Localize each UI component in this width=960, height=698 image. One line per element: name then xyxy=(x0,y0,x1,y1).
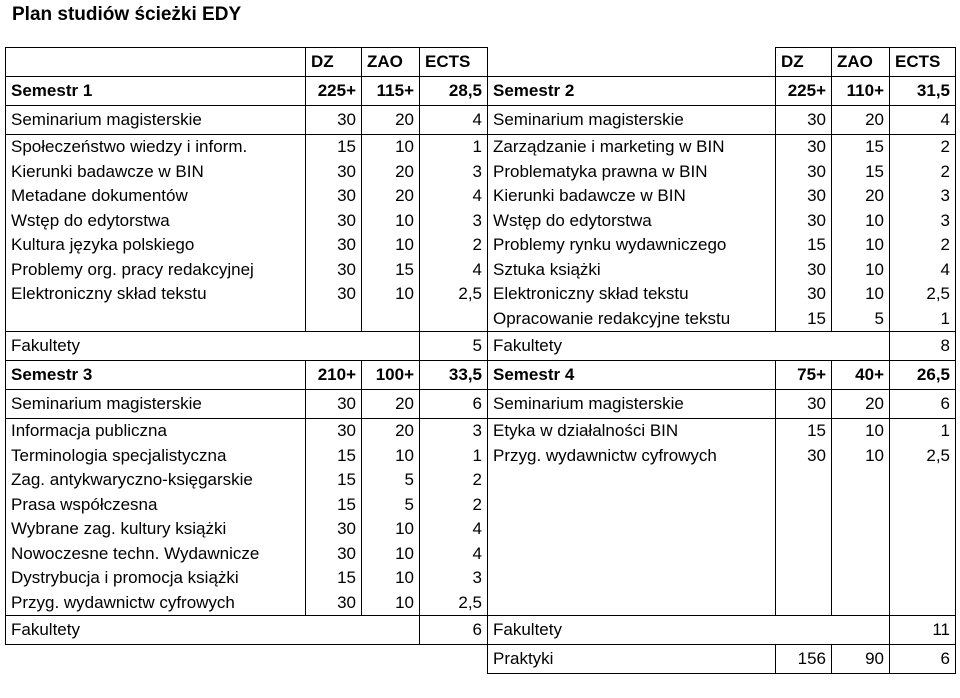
list-item: 4 xyxy=(472,519,482,538)
list-item: Kultura języka polskiego xyxy=(11,235,195,254)
list-item: Problemy rynku wydawniczego xyxy=(493,235,727,254)
list-item: 10 xyxy=(395,235,414,254)
list-item: Przyg. wydawnictw cyfrowych xyxy=(11,592,235,612)
semester-zao: 40+ xyxy=(832,361,890,390)
list-item: Wybrane zag. kultury książki xyxy=(11,519,227,538)
list-item: 2 xyxy=(940,235,950,254)
semester-zao: 100+ xyxy=(362,361,420,390)
list-item: Społeczeństwo wiedzy i inform. xyxy=(11,137,248,156)
list-item: 2 xyxy=(940,137,950,156)
course-names xyxy=(488,419,776,616)
semester-ects: 28,5 xyxy=(420,77,488,106)
list-item: Problematyka prawna w BIN xyxy=(493,161,708,181)
fakultety-row-1-2 xyxy=(6,332,956,361)
praktyki-row xyxy=(6,645,956,674)
list-item: 30 xyxy=(337,519,356,538)
seminar-ects: 6 xyxy=(890,390,956,419)
list-item: 3 xyxy=(940,210,950,230)
course-zao-list xyxy=(832,135,890,332)
list-item: 10 xyxy=(865,210,884,230)
list-item: 30 xyxy=(807,161,826,181)
seminar-zao: 20 xyxy=(832,106,890,135)
seminar-name: Seminarium magisterskie xyxy=(6,106,306,135)
semester-label: Semestr 1 xyxy=(6,77,306,106)
list-item: 15 xyxy=(395,259,414,279)
semester-dz: 75+ xyxy=(776,361,832,390)
list-item: 30 xyxy=(337,235,356,254)
column-header-row xyxy=(6,48,956,77)
seminar-row-3-4 xyxy=(6,390,956,419)
list-item: 15 xyxy=(865,137,884,156)
seminar-name: Seminarium magisterskie xyxy=(488,106,776,135)
seminar-name: Seminarium magisterskie xyxy=(488,390,776,419)
list-item: Nowoczesne techn. Wydawnicze xyxy=(11,543,260,563)
list-item: 10 xyxy=(395,519,414,538)
list-item: 1 xyxy=(472,137,482,156)
list-item: 1 xyxy=(940,421,950,440)
list-item: Opracowanie redakcyjne tekstu xyxy=(493,308,731,328)
list-item: 15 xyxy=(865,161,884,181)
list-item: Zag. antykwaryczno-księgarskie xyxy=(11,470,253,489)
list-item: 30 xyxy=(337,186,356,205)
list-item: Etyka w działalności BIN xyxy=(493,421,679,440)
semester-row-3-4 xyxy=(6,361,956,390)
list-item: 30 xyxy=(337,210,356,230)
list-item: 15 xyxy=(807,235,826,254)
fakultety-ects: 11 xyxy=(890,616,956,645)
list-item: 30 xyxy=(807,259,826,279)
list-item: 1 xyxy=(472,445,482,465)
list-item: 30 xyxy=(337,161,356,181)
course-zao-list xyxy=(832,419,890,616)
seminar-dz: 30 xyxy=(306,390,362,419)
list-item: Informacja publiczna xyxy=(11,421,167,440)
course-ects-list xyxy=(420,419,488,616)
page-title: Plan studiów ścieżki EDY xyxy=(12,4,242,25)
list-item: 1 xyxy=(940,308,950,328)
list-item: 20 xyxy=(865,186,884,205)
list-item: 15 xyxy=(337,445,356,465)
semester-ects: 31,5 xyxy=(890,77,956,106)
list-item: Zarządzanie i marketing w BIN xyxy=(493,137,725,156)
col-zao-1: ZAO xyxy=(362,48,420,77)
list-item: 2,5 xyxy=(458,284,482,303)
course-names xyxy=(6,419,306,616)
list-item: 10 xyxy=(395,284,414,303)
list-item: Wstęp do edytorstwa xyxy=(11,210,170,230)
seminar-zao: 20 xyxy=(362,106,420,135)
list-item: Prasa współczesna xyxy=(11,494,158,514)
list-item: 4 xyxy=(472,259,482,279)
list-item: Dystrybucja i promocja książki xyxy=(11,568,239,587)
list-item: 2 xyxy=(472,470,482,489)
course-dz-list xyxy=(776,419,832,616)
course-list-row-1-2 xyxy=(6,135,956,332)
list-item: 15 xyxy=(807,308,826,328)
list-item: 2,5 xyxy=(458,592,482,612)
list-item: 30 xyxy=(807,137,826,156)
praktyki-ects: 6 xyxy=(890,645,956,674)
list-item: 10 xyxy=(395,592,414,612)
col-ects-1: ECTS xyxy=(420,48,488,77)
semester-zao: 110+ xyxy=(832,77,890,106)
semester-label: Semestr 3 xyxy=(6,361,306,390)
list-item: 15 xyxy=(337,568,356,587)
list-item: 5 xyxy=(404,470,414,489)
semester-dz: 225+ xyxy=(776,77,832,106)
list-item: 2 xyxy=(472,494,482,514)
fakultety-ects: 6 xyxy=(420,616,488,645)
list-item: 30 xyxy=(807,210,826,230)
seminar-ects: 6 xyxy=(420,390,488,419)
seminar-dz: 30 xyxy=(776,390,832,419)
fakultety-row-3-4 xyxy=(6,616,956,645)
list-item: 2,5 xyxy=(926,445,950,465)
course-names xyxy=(6,135,306,332)
semester-zao: 115+ xyxy=(362,77,420,106)
list-item: 30 xyxy=(337,543,356,563)
course-zao-list xyxy=(362,135,420,332)
fakultety-label: Fakultety xyxy=(488,332,890,361)
list-item: 30 xyxy=(807,284,826,303)
list-item: 30 xyxy=(807,186,826,205)
course-ects-list xyxy=(890,419,956,616)
list-item: 20 xyxy=(395,421,414,440)
list-item: 4 xyxy=(940,259,950,279)
list-item: 20 xyxy=(395,161,414,181)
list-item: 5 xyxy=(874,308,884,328)
col-dz-2: DZ xyxy=(776,48,832,77)
list-item: Metadane dokumentów xyxy=(11,186,188,205)
list-item: 5 xyxy=(404,494,414,514)
seminar-zao: 20 xyxy=(362,390,420,419)
course-ects-list xyxy=(890,135,956,332)
col-ects-2: ECTS xyxy=(890,48,956,77)
list-item: Kierunki badawcze w BIN xyxy=(11,161,204,181)
col-zao-2: ZAO xyxy=(832,48,890,77)
fakultety-ects: 8 xyxy=(890,332,956,361)
course-dz-list xyxy=(306,419,362,616)
list-item: 2,5 xyxy=(926,284,950,303)
fakultety-label: Fakultety xyxy=(6,332,420,361)
list-item: Terminologia specjalistyczna xyxy=(11,445,227,465)
list-item: 30 xyxy=(337,259,356,279)
list-item: 10 xyxy=(865,235,884,254)
list-item: 20 xyxy=(395,186,414,205)
list-item: 15 xyxy=(337,494,356,514)
study-plan-table xyxy=(5,47,956,674)
list-item: 2 xyxy=(940,161,950,181)
list-item: 10 xyxy=(395,210,414,230)
list-item: Kierunki badawcze w BIN xyxy=(493,186,686,205)
semester-label: Semestr 2 xyxy=(488,77,776,106)
list-item: 15 xyxy=(807,421,826,440)
list-item: 30 xyxy=(337,592,356,612)
semester-row-1-2 xyxy=(6,77,956,106)
course-dz-list xyxy=(306,135,362,332)
list-item: 10 xyxy=(395,137,414,156)
list-item: 15 xyxy=(337,470,356,489)
fakultety-label: Fakultety xyxy=(6,616,420,645)
list-item: Sztuka książki xyxy=(493,259,601,279)
list-item: 2 xyxy=(472,235,482,254)
seminar-zao: 20 xyxy=(832,390,890,419)
list-item: 10 xyxy=(865,284,884,303)
fakultety-ects: 5 xyxy=(420,332,488,361)
seminar-ects: 4 xyxy=(890,106,956,135)
list-item: Przyg. wydawnictw cyfrowych xyxy=(493,445,717,465)
praktyki-label: Praktyki xyxy=(488,645,776,674)
list-item: Elektroniczny skład tekstu xyxy=(493,284,689,303)
col-dz-1: DZ xyxy=(306,48,362,77)
list-item: 10 xyxy=(865,421,884,440)
list-item: 10 xyxy=(395,543,414,563)
praktyki-dz: 156 xyxy=(776,645,832,674)
course-names xyxy=(488,135,776,332)
list-item: 30 xyxy=(337,284,356,303)
list-item: 10 xyxy=(395,568,414,587)
list-item: Elektroniczny skład tekstu xyxy=(11,284,207,303)
seminar-name: Seminarium magisterskie xyxy=(6,390,306,419)
list-item: Wstęp do edytorstwa xyxy=(493,210,652,230)
semester-label: Semestr 4 xyxy=(488,361,776,390)
seminar-dz: 30 xyxy=(776,106,832,135)
list-item: 10 xyxy=(865,259,884,279)
course-zao-list xyxy=(362,419,420,616)
list-item: 10 xyxy=(865,445,884,465)
list-item: 3 xyxy=(472,568,482,587)
list-item: 4 xyxy=(472,186,482,205)
semester-ects: 26,5 xyxy=(890,361,956,390)
semester-dz: 225+ xyxy=(306,77,362,106)
course-dz-list xyxy=(776,135,832,332)
semester-ects: 33,5 xyxy=(420,361,488,390)
list-item: 3 xyxy=(472,161,482,181)
list-item: 10 xyxy=(395,445,414,465)
list-item: Problemy org. pracy redakcyjnej xyxy=(11,259,254,279)
course-ects-list xyxy=(420,135,488,332)
seminar-row-1-2 xyxy=(6,106,956,135)
seminar-dz: 30 xyxy=(306,106,362,135)
semester-dz: 210+ xyxy=(306,361,362,390)
list-item: 3 xyxy=(472,421,482,440)
fakultety-label: Fakultety xyxy=(488,616,890,645)
seminar-ects: 4 xyxy=(420,106,488,135)
list-item: 3 xyxy=(940,186,950,205)
praktyki-zao: 90 xyxy=(832,645,890,674)
list-item: 30 xyxy=(337,421,356,440)
list-item: 4 xyxy=(472,543,482,563)
list-item: 30 xyxy=(807,445,826,465)
list-item: 15 xyxy=(337,137,356,156)
list-item: 3 xyxy=(472,210,482,230)
course-list-row-3-4 xyxy=(6,419,956,616)
